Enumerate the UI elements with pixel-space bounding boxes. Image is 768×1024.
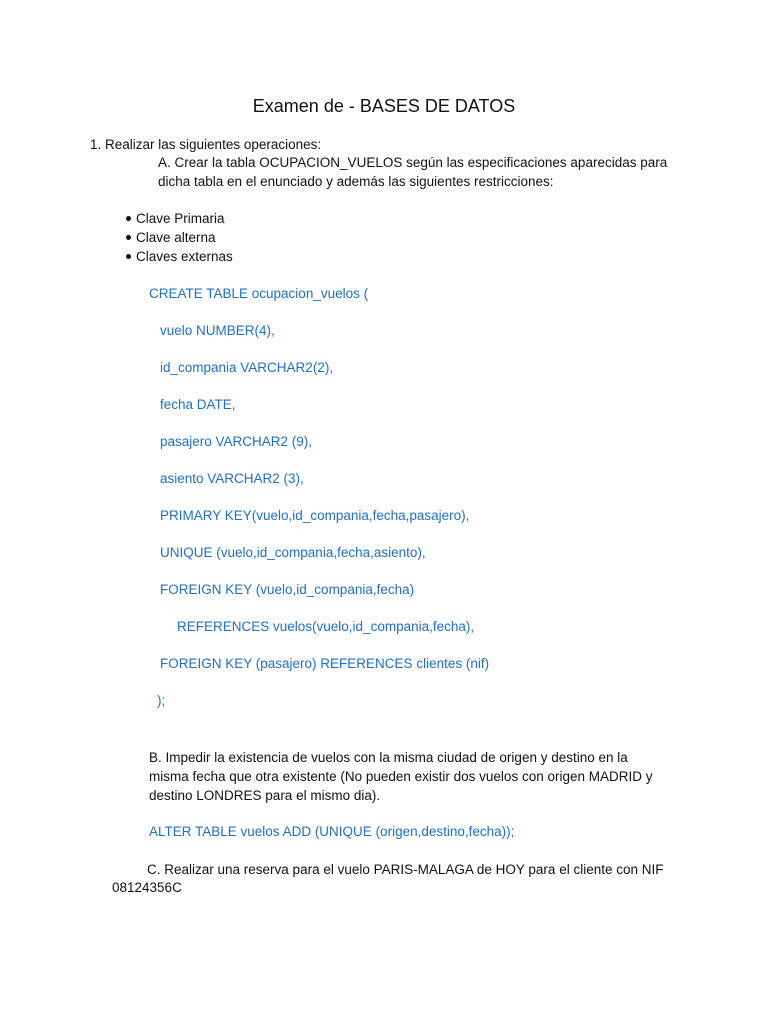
bullet-icon	[126, 235, 131, 240]
part-a-line-1: A. Crear la tabla OCUPACION_VUELOS según las especificaciones aparecidas para	[158, 155, 668, 170]
sql-line: CREATE TABLE ocupacion_vuelos (	[149, 286, 369, 301]
part-c-line-1: C. Realizar una reserva para el vuelo PARIS-MALAGA de HOY para el cliente con NIF	[147, 862, 664, 877]
bullet-item: Clave Primaria	[126, 210, 225, 228]
sql-line: );	[157, 693, 166, 708]
bullet-icon	[126, 254, 131, 259]
part-c-line-2: 08124356C	[112, 880, 182, 895]
sql-line: fecha DATE,	[160, 397, 236, 412]
sql-line: PRIMARY KEY(vuelo,id_compania,fecha,pasajero),	[160, 508, 470, 523]
sql-line: pasajero VARCHAR2 (9),	[160, 434, 313, 449]
sql-line: FOREIGN KEY (pasajero) REFERENCES clientes (nif)	[160, 656, 490, 671]
document-title: Examen de - BASES DE DATOS	[252, 96, 516, 116]
sql-line: REFERENCES vuelos(vuelo,id_compania,fecha),	[177, 619, 475, 634]
sql-line: vuelo NUMBER(4),	[160, 323, 275, 338]
bullet-item: Claves externas	[126, 248, 233, 266]
part-b-line-1: B. Impedir la existencia de vuelos con la misma ciudad de origen y destino en la	[149, 750, 628, 765]
part-b-line-2: misma fecha que otra existente (No pueden existir dos vuelos con origen MADRID y	[149, 769, 653, 784]
bullet-icon	[126, 216, 131, 221]
sql-line: id_compania VARCHAR2(2),	[160, 360, 334, 375]
sql-alter-line: ALTER TABLE vuelos ADD (UNIQUE (origen,destino,fecha));	[149, 824, 515, 839]
bullet-item: Clave alterna	[126, 229, 216, 247]
part-a-line-2: dicha tabla en el enunciado y además las siguientes restricciones:	[158, 174, 554, 189]
sql-line: asiento VARCHAR2 (3),	[160, 471, 304, 486]
part-b-line-3: destino LONDRES para el mismo dia).	[149, 788, 381, 803]
sql-line: FOREIGN KEY (vuelo,id_compania,fecha)	[160, 582, 415, 597]
sql-line: UNIQUE (vuelo,id_compania,fecha,asiento),	[160, 545, 426, 560]
question-1: 1. Realizar las siguientes operaciones:	[90, 137, 322, 152]
